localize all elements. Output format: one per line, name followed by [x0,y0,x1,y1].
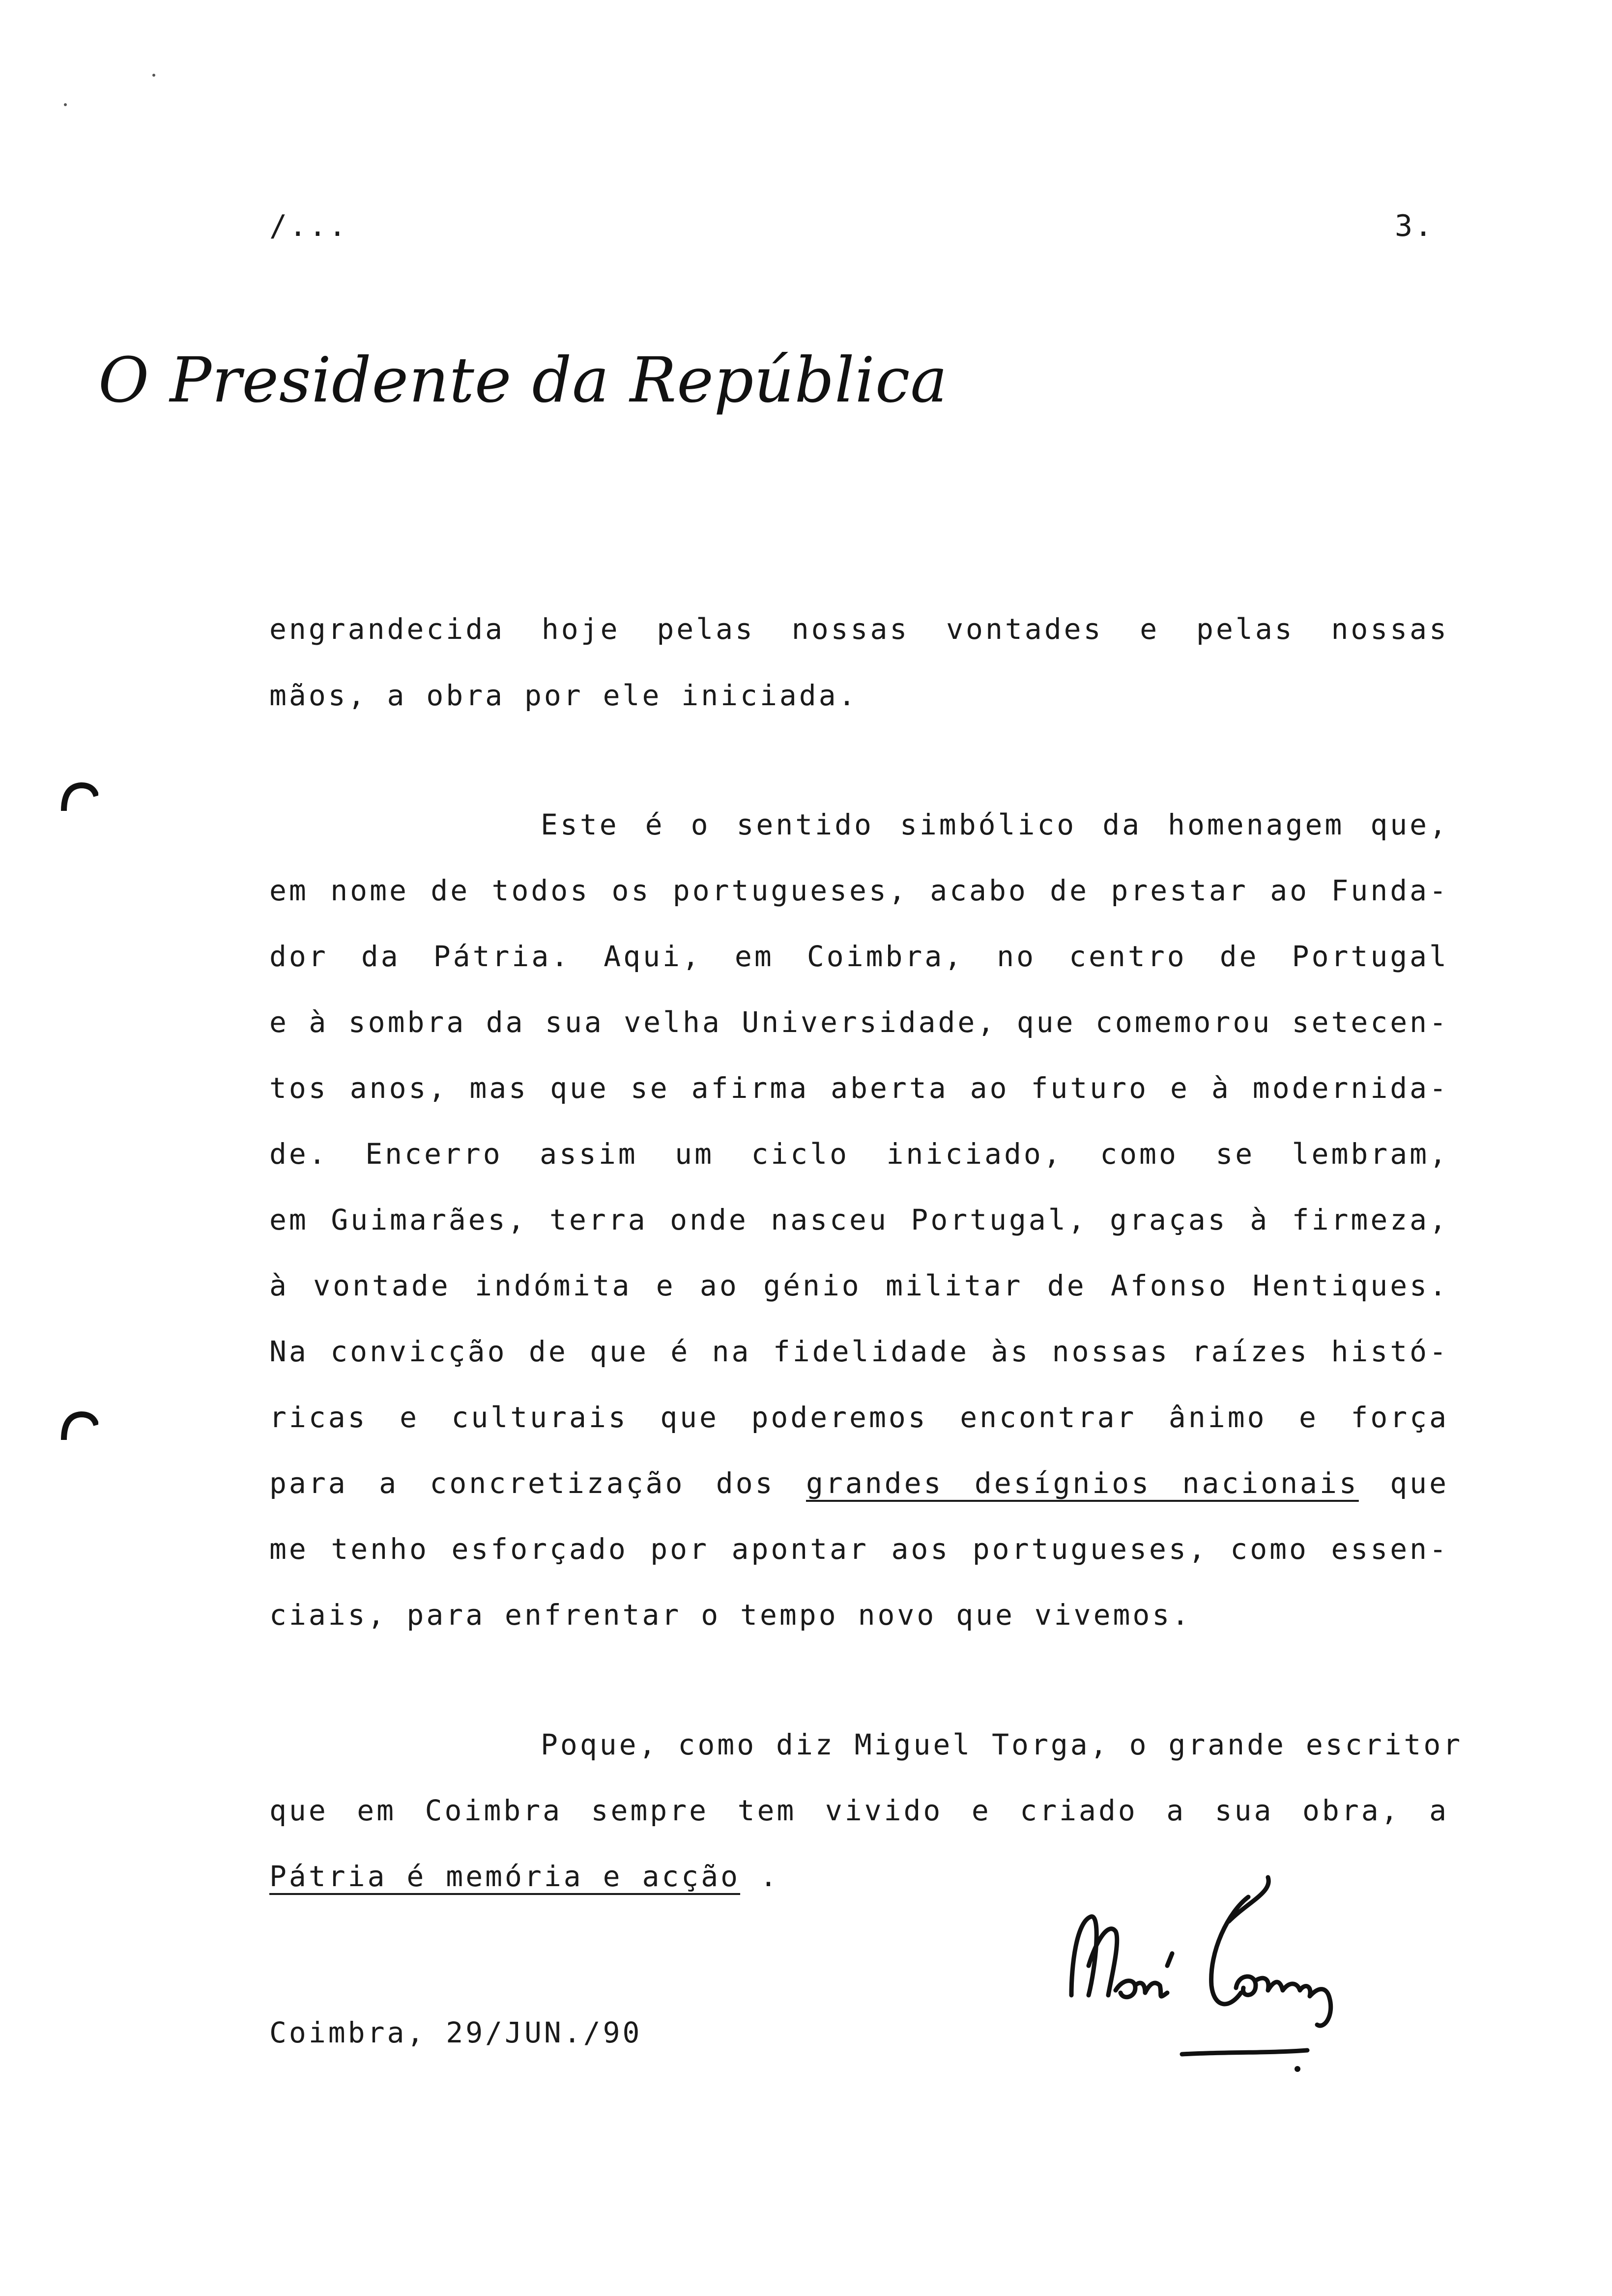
body-line: em Guimarães, terra onde nasceu Portugal, graças à firmeza, [269,1203,1449,1236]
letterhead: O Presidente da República [98,344,948,416]
body-line: engrandecida hoje pelas nossas vontades e pelas nossas [269,612,1449,646]
body-line: tos anos, mas que se afirma aberta ao futuro e à modernida- [269,1071,1449,1105]
underlined-phrase: Pátria é memória e acção [269,1860,741,1893]
body-line: dor da Pátria. Aqui, em Coimbra, no centro de Portugal [269,940,1449,973]
scan-speck [64,103,67,106]
body-line: à vontade indómita e ao génio militar de Afonso Hentiques. [269,1269,1449,1302]
body-line: que em Coimbra sempre tem vivido e criado a sua obra, a [269,1794,1449,1827]
body-line: de. Encerro assim um ciclo iniciado, como se lembram, [269,1137,1449,1171]
body-line-with-emphasis [269,1464,1449,1503]
scan-speck [152,74,155,77]
body-line: Na convicção de que é na fidelidade às nossas raízes histó- [269,1335,1449,1368]
place-date: Coimbra, 29/JUN./90 [269,2016,642,2049]
body-line: me tenho esforçado por apontar aos portugueses, como essen- [269,1532,1449,1566]
handwritten-signature [1062,1867,1366,2089]
body-line: Poque, como diz Miguel Torga, o grande escritor [541,1728,1463,1761]
page-number: 3. [1395,209,1435,243]
text-segment: que [1390,1466,1449,1500]
body-line: ricas e culturais que poderemos encontrar ânimo e força [269,1401,1449,1434]
body-line: mãos, a obra por ele iniciada. [269,679,858,712]
body-line: ciais, para enfrentar o tempo novo que vivemos. [269,1598,1192,1632]
punch-hole-mark [59,1406,98,1445]
punch-hole-mark [59,776,98,816]
body-line: em nome de todos os portugueses, acabo de prestar ao Funda- [269,874,1449,907]
text-segment: para a concretização dos [269,1466,775,1500]
underlined-phrase: grandes desígnios nacionais [806,1466,1359,1500]
body-line: e à sombra da sua velha Universidade, que comemorou setecen- [269,1005,1449,1039]
continuation-mark: /... [269,209,348,243]
text-segment: . [759,1860,779,1893]
body-line: Este é o sentido simbólico da homenagem que, [541,808,1449,841]
